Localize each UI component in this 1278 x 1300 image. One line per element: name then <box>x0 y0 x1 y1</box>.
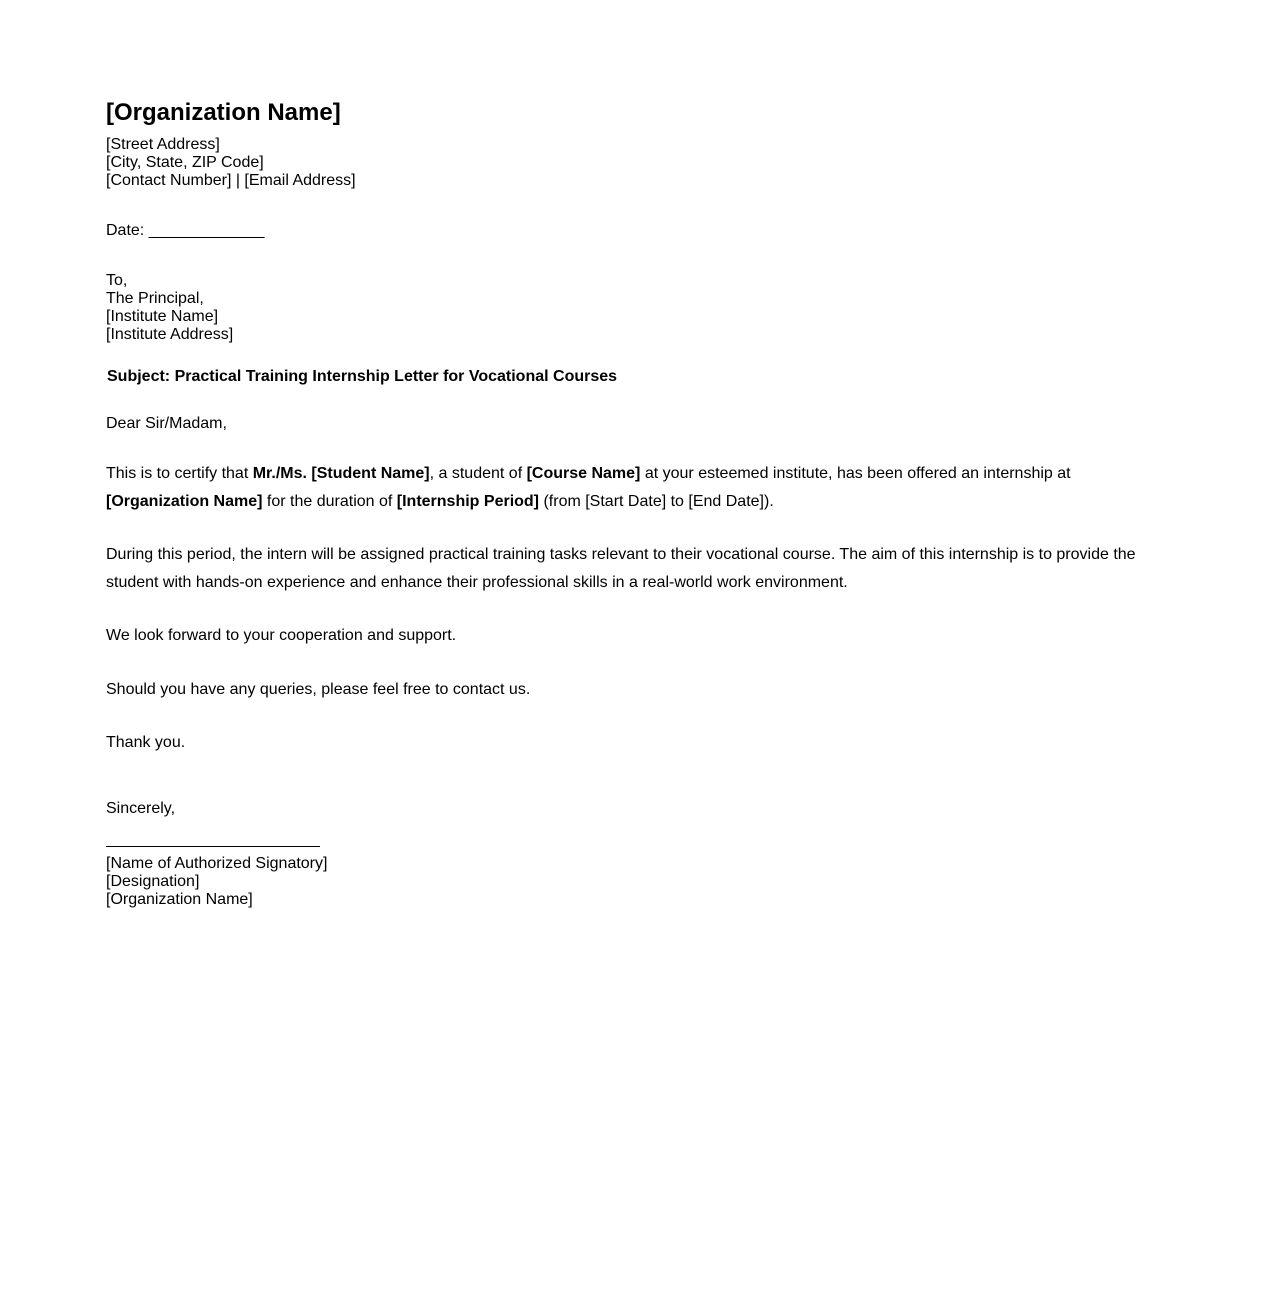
signature-line <box>106 846 320 847</box>
signatory-designation: [Designation] <box>106 872 200 890</box>
course-name-placeholder: [Course Name] <box>526 465 641 482</box>
date-line <box>106 222 1166 240</box>
city-state-zip: [City, State, ZIP Code] <box>106 154 264 171</box>
contact-line: [Contact Number] | [Email Address] <box>106 172 356 189</box>
signatory-name: [Name of Authorized Signatory] <box>106 854 328 872</box>
body-paragraph-cooperation: We look forward to your cooperation and support. <box>106 627 457 644</box>
text-run: for the duration of <box>262 492 397 510</box>
organization-name-heading: [Organization Name] <box>106 99 341 126</box>
recipient-institute-name: [Institute Name] <box>106 308 219 325</box>
date-label: Date: <box>106 222 145 239</box>
body-paragraph-training: During this period, the intern will be assigned practical training tasks relevant to their vocational course. The aim of this internship is to provide the student with hands-on experience and enhance their professional skills in a real-world work environment. <box>106 546 1136 591</box>
text-run: , a student of <box>429 465 527 482</box>
internship-period-placeholder: [Internship Period] <box>396 492 540 510</box>
recipient-to: To, <box>106 272 128 289</box>
body-paragraph-certification <box>106 460 1166 515</box>
date-blank: _____________ <box>148 222 265 239</box>
body-paragraph-thanks: Thank you. <box>106 734 186 751</box>
recipient-institute-address: [Institute Address] <box>106 326 234 343</box>
subject-line: Subject: Practical Training Internship Letter for Vocational Courses <box>107 368 618 385</box>
recipient-title: The Principal, <box>106 290 204 307</box>
organization-address-block <box>106 136 1166 190</box>
letter-document <box>106 98 1166 909</box>
signatory-organization: [Organization Name] <box>106 890 253 908</box>
salutation: Dear Sir/Madam, <box>106 415 227 432</box>
student-name-placeholder: Mr./Ms. [Student Name] <box>252 465 430 482</box>
recipient-block <box>106 272 1166 344</box>
text-run: This is to certify that <box>106 465 253 482</box>
text-run: at your esteemed institute, has been offered an internship at <box>640 465 1071 482</box>
body-paragraph-queries: Should you have any queries, please feel free to contact us. <box>106 680 531 698</box>
closing: Sincerely, <box>106 799 176 817</box>
organization-name-placeholder: [Organization Name] <box>106 492 263 510</box>
signature-block <box>106 855 1166 909</box>
street-address: [Street Address] <box>106 136 220 153</box>
text-run: (from [Start Date] to [End Date]). <box>539 492 774 510</box>
